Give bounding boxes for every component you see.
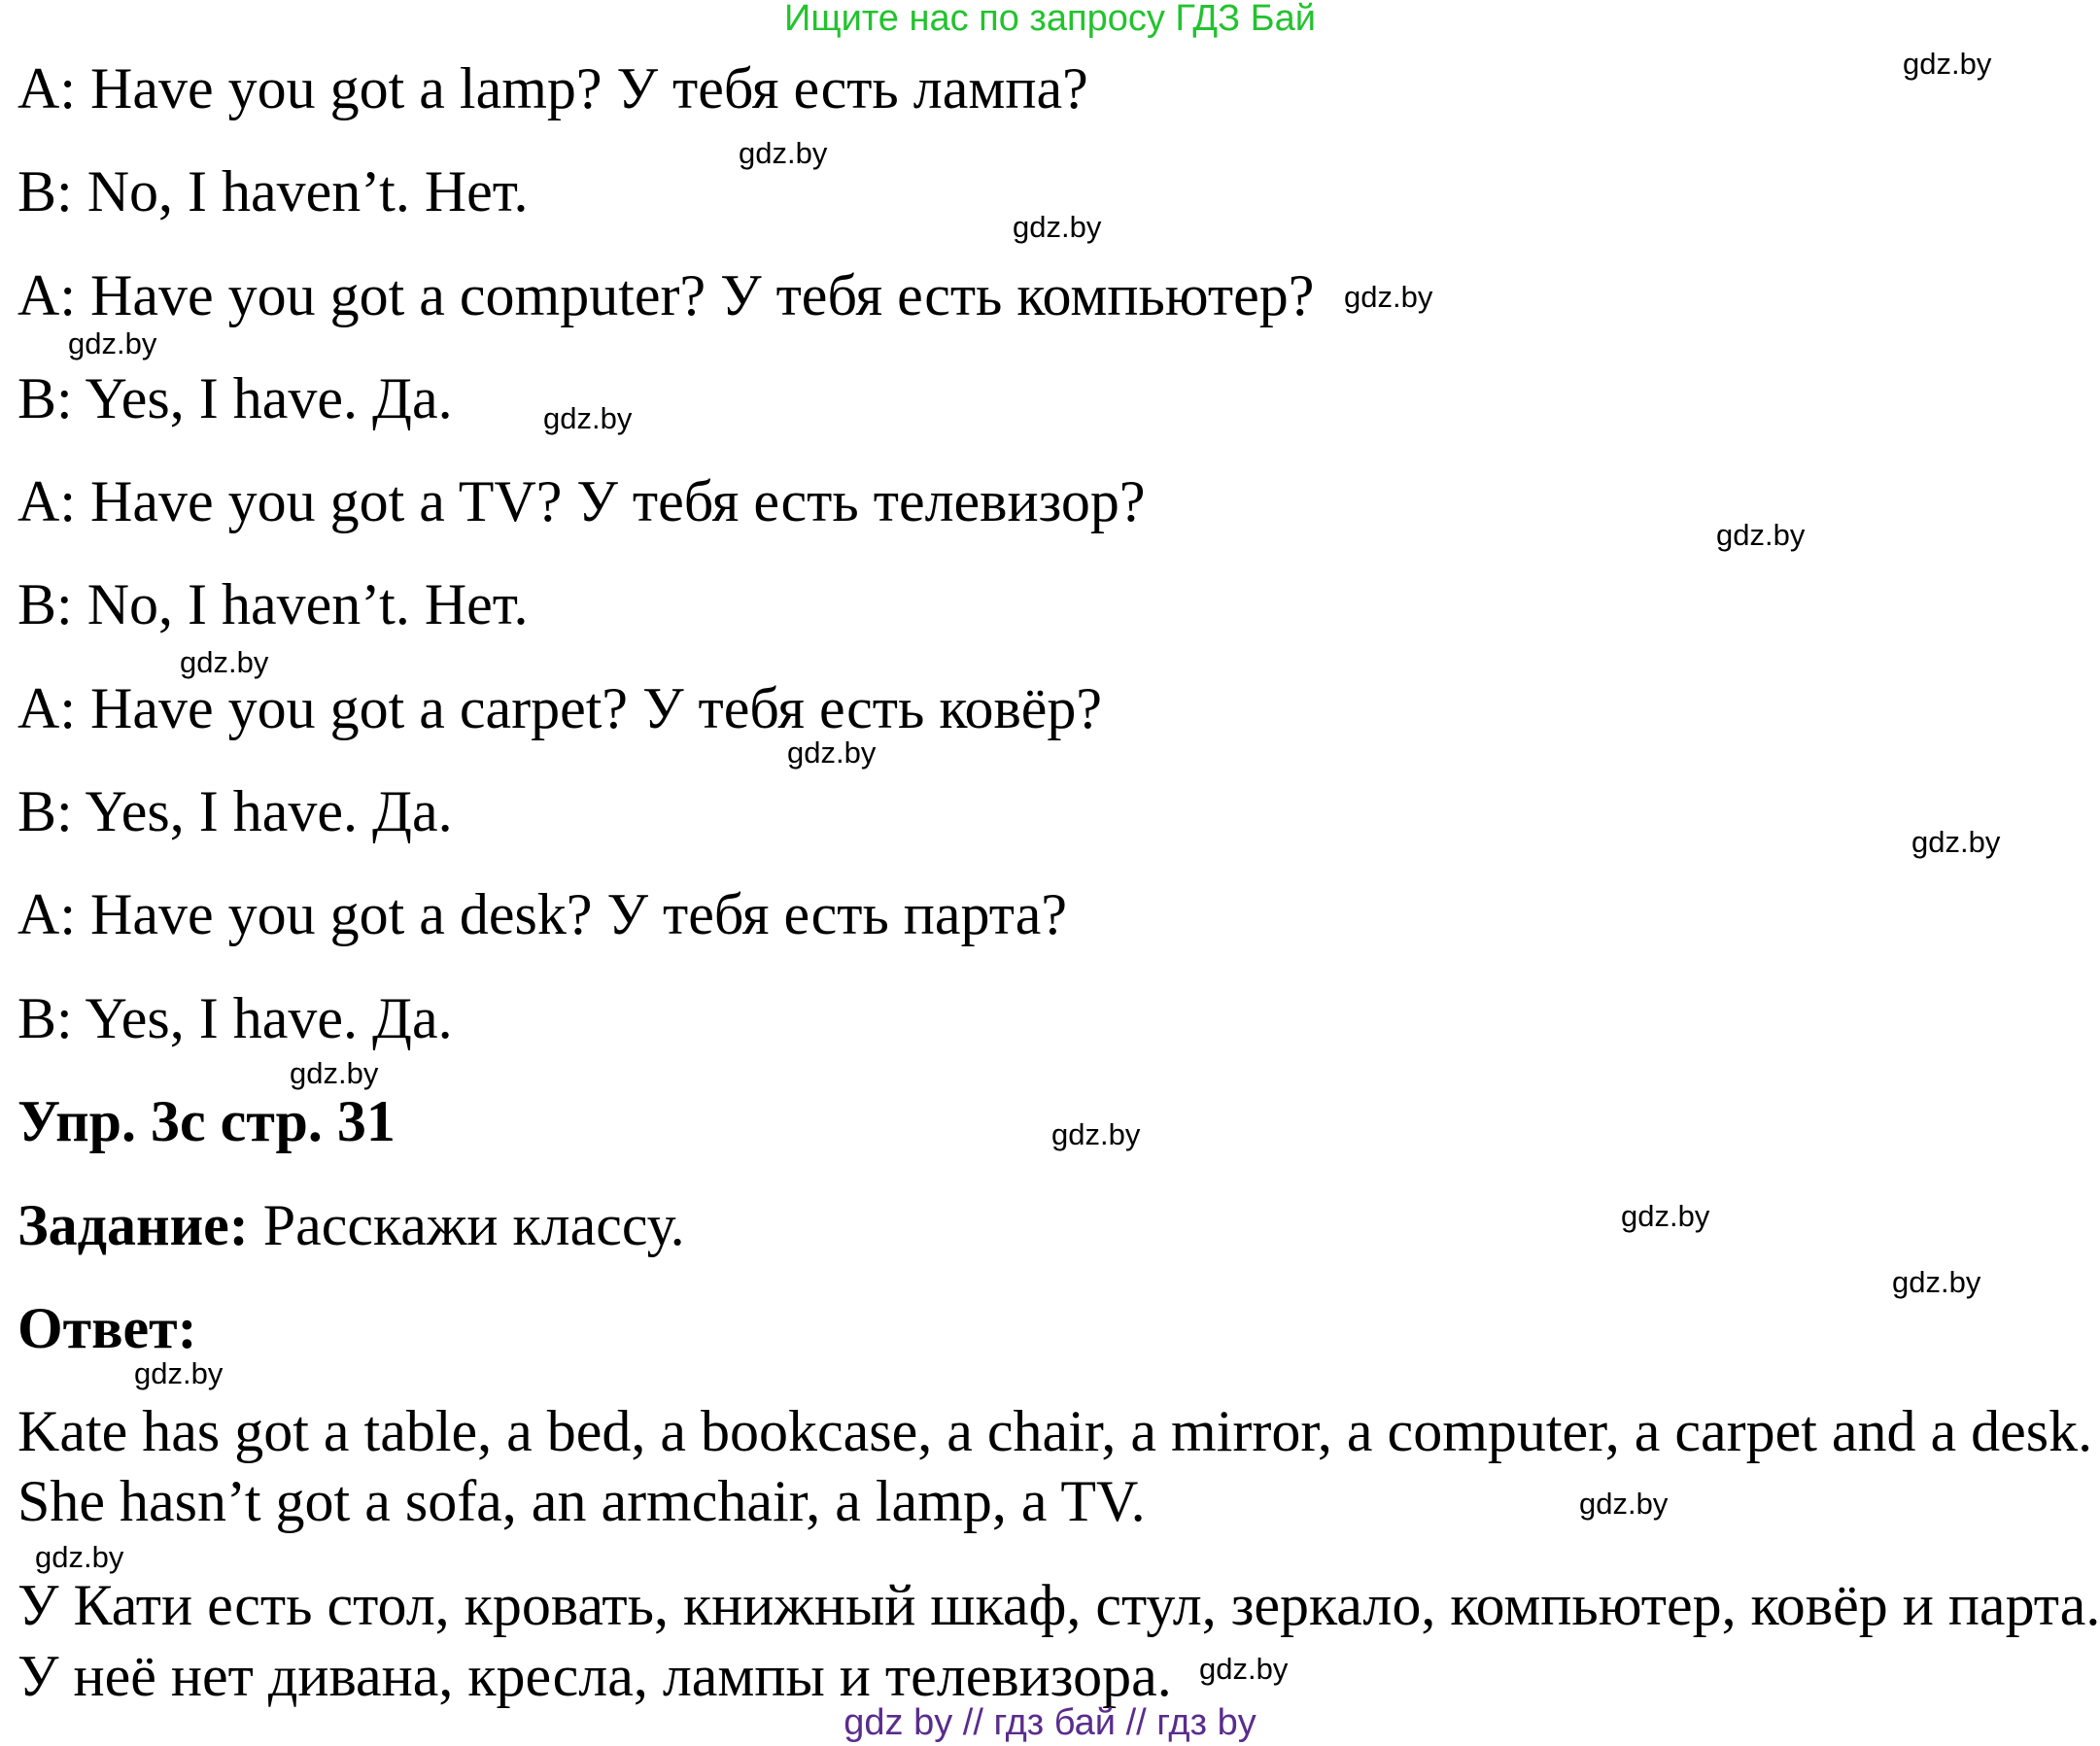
task-text: Расскажи классу. <box>262 1193 685 1257</box>
dialogue-line-6: B: No, I haven’t. Нет. <box>17 572 529 636</box>
watermark: gdz.by <box>1579 1487 1669 1521</box>
watermark: gdz.by <box>1911 825 2001 859</box>
watermark: gdz.by <box>1621 1199 1710 1233</box>
dialogue-line-3: A: Have you got a computer? У тебя есть компьютер? <box>17 263 1315 327</box>
answer-line-2: She hasn’t got a sofa, an armchair, a lamp, a TV. <box>17 1469 1146 1533</box>
watermark: gdz.by <box>1051 1117 1141 1151</box>
watermark: gdz.by <box>543 401 633 435</box>
exercise-heading: Упр. 3с стр. 31 <box>17 1089 396 1153</box>
footer-links[interactable]: gdz by // гдз бай // гдз by <box>843 1702 1257 1743</box>
watermark: gdz.by <box>134 1356 224 1390</box>
watermark: gdz.by <box>1892 1265 1981 1299</box>
task-line <box>17 1191 685 1259</box>
dialogue-line-7: A: Have you got a carpet? У тебя есть ковёр? <box>17 676 1103 740</box>
watermark: gdz.by <box>787 736 877 770</box>
dialogue-line-10: B: Yes, I have. Да. <box>17 986 453 1050</box>
answer-label: Ответ: <box>17 1296 197 1360</box>
watermark: gdz.by <box>1199 1652 1289 1686</box>
watermark: gdz.by <box>35 1540 124 1574</box>
watermark: gdz.by <box>180 645 269 679</box>
answer-line-4: У неё нет дивана, кресла, лампы и телевизора. <box>17 1644 1172 1708</box>
watermark: gdz.by <box>1716 518 1806 552</box>
watermark: gdz.by <box>290 1056 379 1090</box>
watermark: gdz.by <box>68 326 157 360</box>
task-label: Задание: <box>17 1193 249 1257</box>
dialogue-line-2: B: No, I haven’t. Нет. <box>17 159 529 223</box>
dialogue-line-9: A: Have you got a desk? У тебя есть парта? <box>17 882 1067 946</box>
answer-line-1: Kate has got a table, a bed, a bookcase, a chair, a mirror, a computer, a carpet and a desk. <box>17 1399 2093 1463</box>
answer-line-3: У Кати есть стол, кровать, книжный шкаф, стул, зеркало, компьютер, ковёр и парта. <box>17 1573 2100 1637</box>
watermark: gdz.by <box>739 136 828 170</box>
dialogue-line-1: A: Have you got a lamp? У тебя есть лампа? <box>17 56 1088 120</box>
watermark: gdz.by <box>1344 280 1433 314</box>
dialogue-line-5: A: Have you got a TV? У тебя есть телевизор? <box>17 469 1146 533</box>
header-search-link[interactable]: Ищите нас по запросу ГДЗ Бай <box>784 0 1316 39</box>
dialogue-line-8: B: Yes, I have. Да. <box>17 779 453 843</box>
dialogue-line-4: B: Yes, I have. Да. <box>17 366 453 430</box>
watermark: gdz.by <box>1013 210 1102 244</box>
watermark: gdz.by <box>1903 47 1992 81</box>
